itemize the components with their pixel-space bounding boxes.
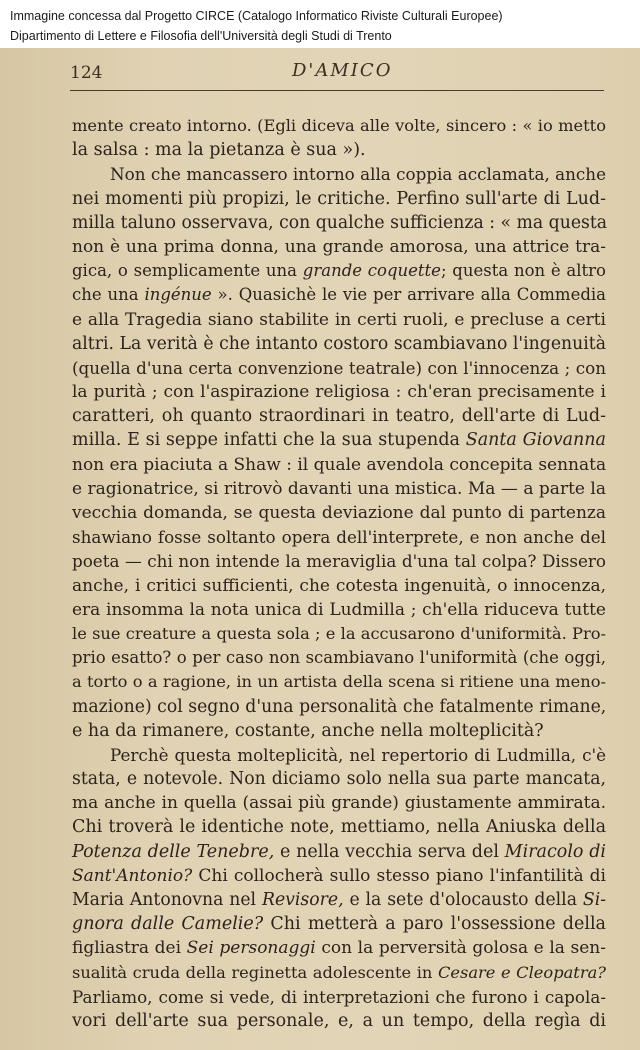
text-line: e alla Tragedia siano stabilite in certi ruoli, e precluse a certi xyxy=(72,309,606,330)
text-line: non era piaciuta a Shaw : il quale avendola concepita sennata xyxy=(72,454,607,475)
text-line: Potenza delle Tenebre, e nella vecchia serva del Miracolo di xyxy=(72,841,606,862)
text-line: caratteri, oh quanto straordinari in teatro, dell'arte di Lud- xyxy=(72,406,606,427)
text-line: milla taluno osservava, con qualche sufficienza : « ma questa xyxy=(72,212,608,233)
text-line: gnora dalle Camelie? Chi metterà a paro l'ossessione della xyxy=(72,914,606,935)
italic-title: Revisore, xyxy=(261,890,344,910)
text-line: Sant'Antonio? Chi collocherà sullo stesso piano l'infantilità di xyxy=(72,865,606,886)
page-number: 124 xyxy=(70,63,103,83)
italic-title: Sei personaggi xyxy=(186,938,316,959)
text-line: (quella d'una certa convenzione teatrale) con l'innocenza ; con xyxy=(72,357,606,378)
italic-title: Santa Giovanna xyxy=(465,430,606,451)
text-line: altri. La verità è che intanto costoro scambiavano l'ingenuità xyxy=(72,333,606,354)
text-line: figliastra dei Sei personaggi con la perversità golosa e la sen- xyxy=(72,938,606,959)
text-line: le sue creature a questa sola ; e la accusarono d'uniformità. Pro- xyxy=(72,623,606,643)
text-line: era insomma la nota unica di Ludmilla ; ch'ella riduceva tutte xyxy=(72,599,606,620)
italic-title: Potenza delle Tenebre, xyxy=(72,841,275,862)
banner-line-1: Immagine concessa dal Progetto CIRCE (Catalogo Informatico Riviste Culturali Europee) xyxy=(10,9,503,23)
italic-title: ingénue xyxy=(144,285,212,305)
text-line: stata, e notevole. Non diciamo solo nella sua parte mancata, xyxy=(72,769,606,790)
text-line: vori dell'arte sua personale, e, a un tempo, della regìa di xyxy=(72,1010,606,1031)
source-banner xyxy=(0,0,640,48)
paragraph-first-line: Non che mancassero intorno alla coppia acclamata, anche xyxy=(110,164,606,185)
text-line: gica, o semplicamente una grande coquette; questa non è altro xyxy=(72,261,606,281)
italic-title: Cesare e Cleopatra? xyxy=(437,962,606,982)
text-line: prio esatto? o per caso non scambiavano l'uniformità (che oggi, xyxy=(72,648,606,668)
text-line: la salsa : ma la pietanza è sua »). xyxy=(72,140,366,161)
text-line: milla. E si seppe infatti che la sua stupenda Santa Giovanna xyxy=(72,430,606,451)
italic-title: Si- xyxy=(582,890,607,910)
text-line: anche, i critici sufficienti, che cotesta ingenuità, o innocenza, xyxy=(72,575,606,596)
text-line: Parliamo, come si vede, di interpretazioni che furono i capola- xyxy=(72,986,606,1007)
text-line: e ha da rimanere, costante, anche nella molteplicità? xyxy=(72,720,544,741)
running-title: D'AMICO xyxy=(292,60,393,81)
text-line: sualità cruda della reginetta adolescente in Cesare e Cleopatra? xyxy=(72,962,606,982)
italic-title: Miracolo di xyxy=(504,841,606,862)
banner-line-2: Dipartimento di Lettere e Filosofia dell'Università degli Studi di Trento xyxy=(10,29,392,43)
text-line: shawiano fosse soltanto opera dell'interprete, e non anche del xyxy=(72,527,606,548)
italic-title: grande coquette xyxy=(302,261,441,281)
text-line: la purità ; con l'aspirazione religiosa : ch'eran precisamente i xyxy=(72,382,606,403)
italic-title: Sant'Antonio? xyxy=(72,865,193,886)
paragraph-first-line: Perchè questa molteplicità, nel repertorio di Ludmilla, c'è xyxy=(110,744,606,765)
text-line: poeta — chi non intende la meraviglia d'una tal colpa? Dissero xyxy=(72,551,606,572)
italic-title: gnora dalle Camelie? xyxy=(72,914,264,935)
text-line: vecchia domanda, se questa deviazione dal punto di partenza xyxy=(72,503,606,523)
text-line: Chi troverà le identiche note, mettiamo, nella Aniuska della xyxy=(72,817,606,838)
text-line: nei momenti più propizi, le critiche. Perfino sull'arte di Lud- xyxy=(72,188,606,209)
header-rule xyxy=(70,90,604,91)
text-line: mazione) col segno d'una personalità che fatalmente rimane, xyxy=(72,696,607,717)
text-line: mente creato intorno. (Egli diceva alle volte, sincero : « io metto xyxy=(72,116,606,135)
text-line: a torto o a ragione, in un artista della scena si ritiene una meno- xyxy=(72,672,606,692)
text-line: che una ingénue ». Quasichè le vie per arrivare alla Commedia xyxy=(72,285,607,305)
text-line: non è una prima donna, una grande amorosa, una attrice tra- xyxy=(72,236,606,257)
body-text xyxy=(72,114,606,1033)
text-line: Maria Antonovna nel Revisore, e la sete d'olocausto della Si- xyxy=(72,890,607,910)
text-line: e ragionatrice, si ritrovò davanti una mistica. Ma — a parte la xyxy=(72,478,606,499)
text-line: ma anche in quella (assai più grande) giustamente ammirata. xyxy=(72,793,606,814)
